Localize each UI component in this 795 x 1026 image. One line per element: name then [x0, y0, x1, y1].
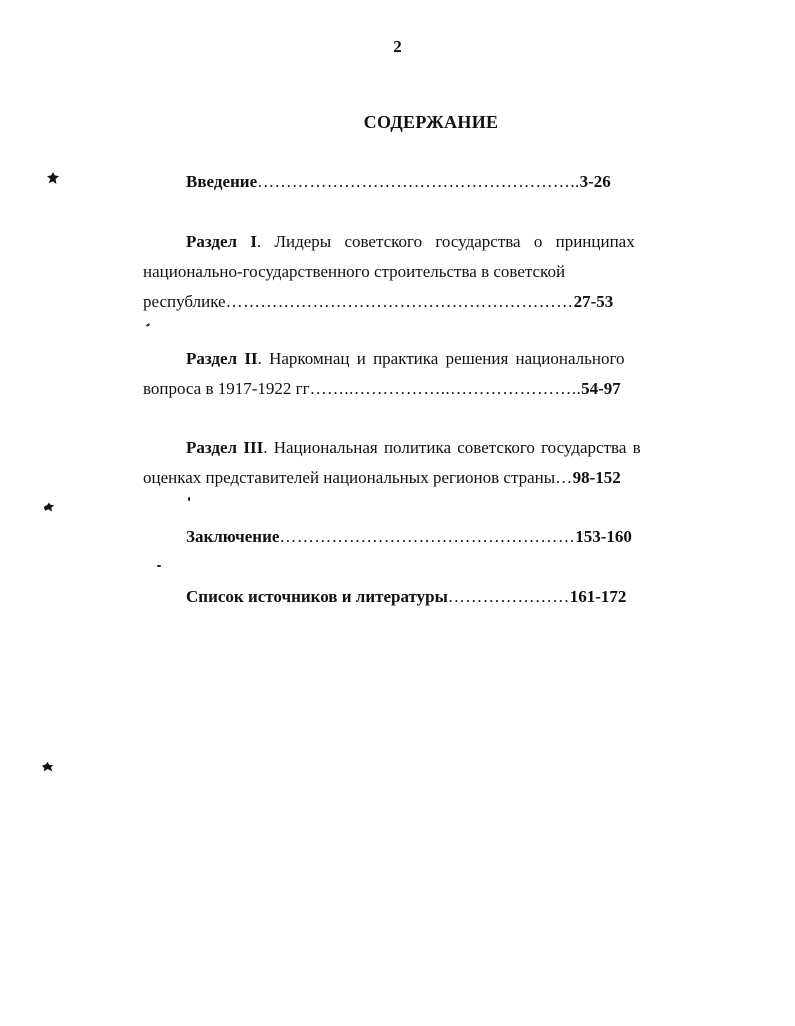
toc-section-1-dots: …………………………………………………… — [225, 292, 574, 311]
page-title: СОДЕРЖАНИЕ — [363, 112, 499, 132]
toc-section-2-label: Раздел II — [186, 349, 258, 368]
scan-speck — [146, 323, 150, 327]
toc-section-1-word: советской — [493, 262, 566, 281]
scan-speck — [188, 497, 190, 501]
toc-section-3-title-end: оценках представителей национальных регионов страны — [143, 468, 556, 487]
toc-conclusion-dots: …………………………………………… — [279, 527, 576, 546]
toc-section-3-line-2 — [143, 463, 678, 493]
toc-sources-dots: ………………… — [447, 587, 570, 606]
toc-section-3-dots: … — [555, 468, 573, 487]
scan-blot-icon — [42, 761, 54, 773]
toc-section-3-pages: 98-152 — [572, 468, 621, 487]
toc-section-3-title-start: . Национальная политика советского государства в — [263, 438, 641, 457]
toc-section-3-line-1 — [143, 433, 678, 463]
toc-section-2-title-end: вопроса в 1917-1922 гг — [143, 379, 310, 398]
toc-entry-section-2 — [143, 344, 678, 404]
toc-section-2-title-start: . Наркомнац и практика решения национального — [257, 349, 625, 368]
toc-section-1-title-start: . Лидеры советского государства о принципах — [256, 232, 635, 251]
toc-entry-conclusion — [186, 522, 632, 552]
toc-section-2-pages: 54-97 — [581, 379, 621, 398]
toc-section-2-dots: ……..……………..………………….. — [309, 379, 582, 398]
toc-section-2-line-2 — [143, 374, 678, 404]
toc-entry-intro — [186, 167, 611, 197]
scan-blot-icon — [47, 172, 59, 184]
toc-section-1-word: национально-государственного — [143, 262, 370, 281]
toc-intro-dots: ……………………………………………….. — [257, 172, 580, 191]
toc-conclusion-pages: 153-160 — [575, 527, 632, 546]
scan-blot-icon — [43, 501, 55, 513]
toc-entry-sources — [186, 582, 626, 612]
toc-sources-pages: 161-172 — [569, 587, 627, 606]
toc-conclusion-label: Заключение — [186, 527, 280, 546]
toc-section-1-word: в — [481, 262, 490, 281]
toc-section-1-title-end: республике — [143, 292, 226, 311]
scan-speck — [157, 565, 161, 567]
toc-section-1-pages: 27-53 — [573, 292, 614, 311]
toc-sources-label: Список источников и литературы — [186, 587, 448, 606]
toc-section-3-label: Раздел III — [186, 438, 264, 457]
toc-section-2-line-1 — [143, 344, 678, 374]
toc-entry-section-1 — [143, 227, 678, 317]
toc-section-1-line-1 — [143, 227, 678, 257]
page-number: 2 — [393, 37, 402, 56]
toc-section-1-word: строительства — [374, 262, 477, 281]
toc-entry-section-3 — [143, 433, 678, 493]
toc-section-1-line-3 — [143, 287, 678, 317]
toc-intro-label: Введение — [186, 172, 258, 191]
toc-section-1-label: Раздел I — [186, 232, 257, 251]
toc-intro-pages: 3-26 — [579, 172, 611, 191]
toc-section-1-line-2 — [143, 257, 678, 287]
